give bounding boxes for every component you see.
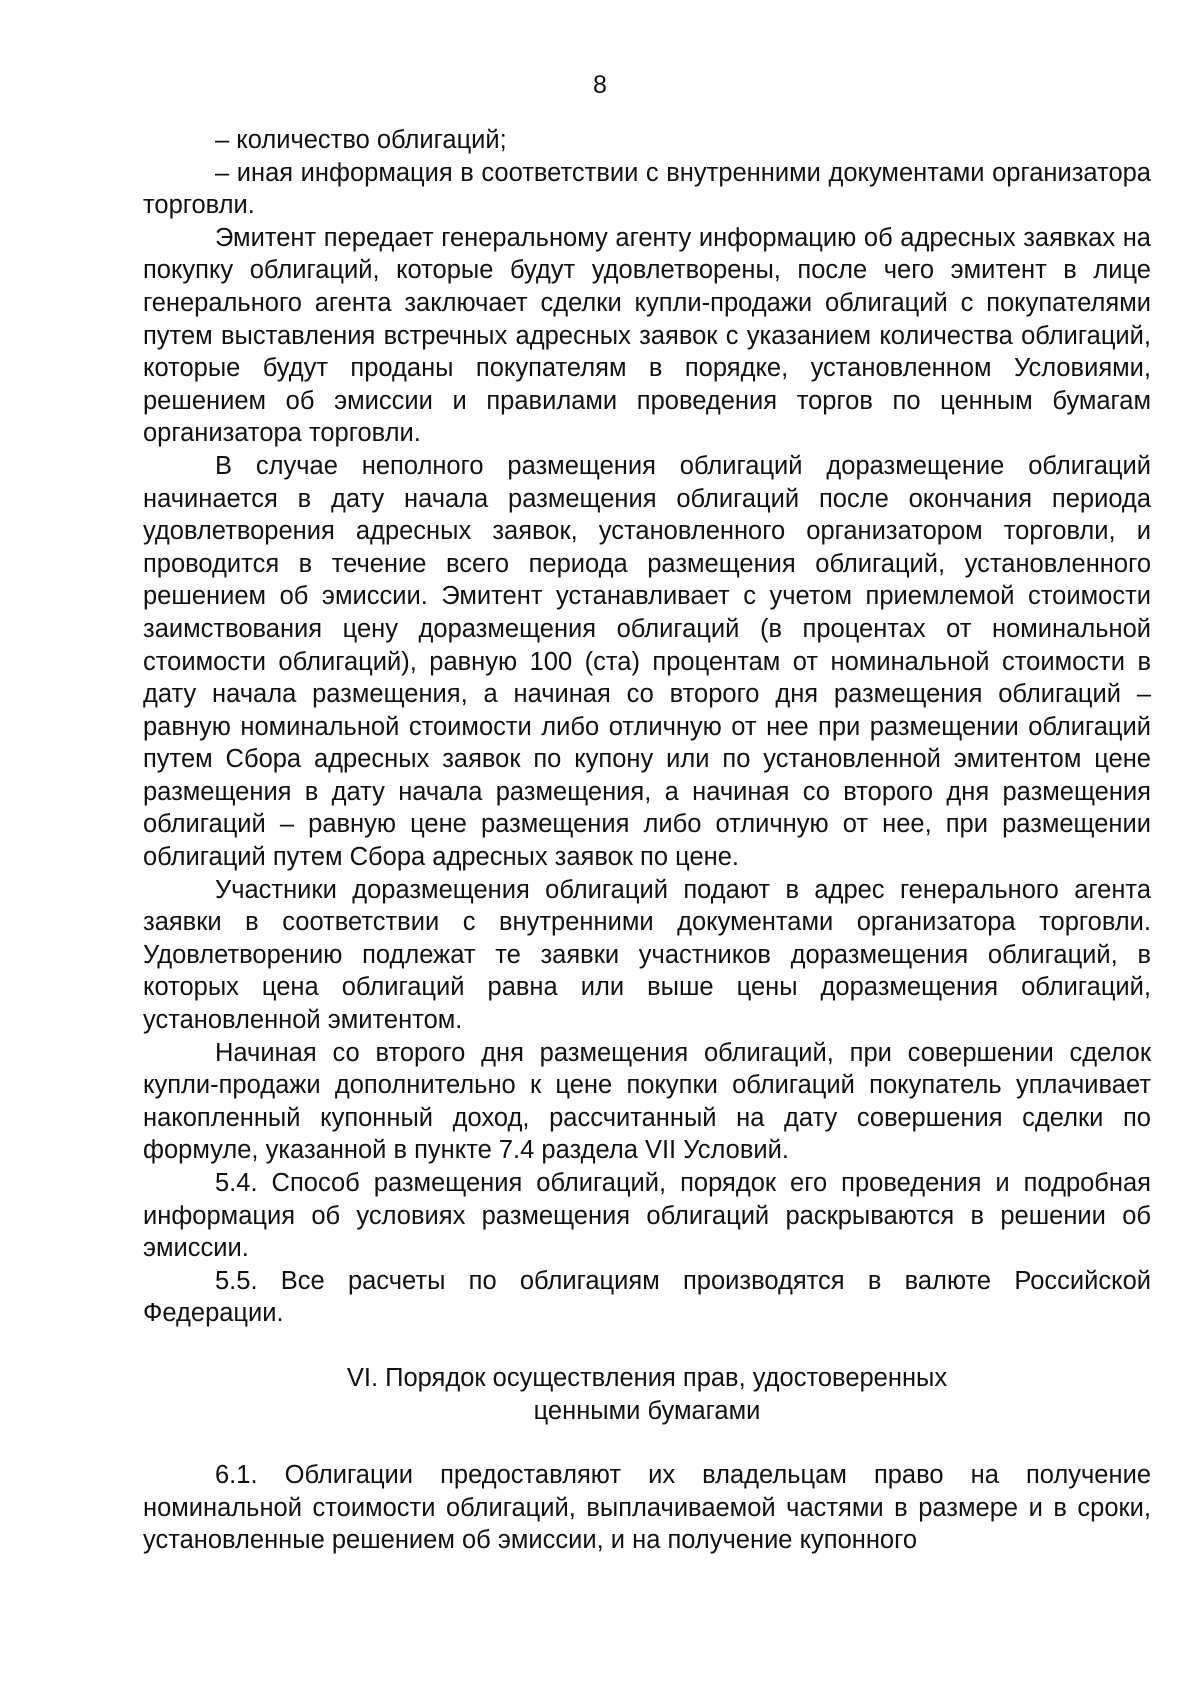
paragraph-partial-placement: В случае неполного размещения облигаций доразмещение облигаций начинается в дату начала размещения облигаций после окончания периода удовлетворения адресных заявок, установленного организатором торговли, и проводится в течение всего периода размещения облигаций, установленного решением об эмиссии. Эмитент устанавливает с учетом приемлемой стоимости заимствования цену доразмещения облигаций (в процентах от номинальной стоимости облигаций), равную 100 (ста) процентам от номинальной стоимости в дату начала размещения, а начиная со второго дня размещения облигаций – равную номинальной стоимости либо отличную от нее при размещении облигаций путем Сбора адресных заявок по купону или по установленной эмитентом цене размещения в дату начала размещения, а начиная со второго дня размещения облигаций – равную цене размещения либо отличную от нее, при размещении облигаций путем Сбора адресных заявок по цене. <box>143 451 1151 872</box>
paragraph-bond-count: – количество облигаций; <box>215 126 507 154</box>
page-number: 8 <box>593 71 607 99</box>
paragraph-issuer-transfers: Эмитент передает генеральному агенту информацию об адресных заявках на покупку облигаций, которые будут удовлетворены, после чего эмитент в лице генерального агента заключает сделки купли-продажи облигаций с покупателями путем выставления встречных адресных заявок с указанием количества облигаций, которые будут проданы покупателям в порядке, установленном Условиями, решением об эмиссии и правилами проведения торгов по ценным бумагам организатора торговли. <box>143 223 1151 448</box>
section-heading <box>143 1362 1151 1427</box>
section-heading-line-2: ценными бумагами <box>533 1396 761 1425</box>
paragraph-other-info: – иная информация в соответствии с внутренними документами организатора торговли. <box>143 158 1151 220</box>
section-heading-line-1: VI. Порядок осуществления прав, удостоверенных <box>346 1363 948 1392</box>
document-body <box>143 124 1151 1557</box>
paragraph-5-5: 5.5. Все расчеты по облигациям производятся в валюте Российской Федерации. <box>143 1266 1151 1328</box>
paragraph-second-day: Начиная со второго дня размещения облигаций, при совершении сделок купли-продажи дополнительно к цене покупки облигаций покупатель уплачивает накопленный купонный доход, рассчитанный на дату совершения сделки по формуле, указанной в пункте 7.4 раздела VII Условий. <box>143 1038 1151 1165</box>
paragraph-6-1: 6.1. Облигации предоставляют их владельцам право на получение номинальной стоимости облигаций, выплачиваемой частями в размере и в сроки, установленные решением об эмиссии, и на получение купонного <box>143 1461 1151 1555</box>
paragraph-5-4: 5.4. Способ размещения облигаций, порядок его проведения и подробная информация об условиях размещения облигаций раскрываются в решении об эмиссии. <box>143 1169 1151 1263</box>
paragraph-participants: Участники доразмещения облигаций подают в адрес генерального агента заявки в соответствии с внутренними документами организатора торговли. Удовлетворению подлежат те заявки участников доразмещения облигаций, в которых цена облигаций равна или выше цены доразмещения облигаций, установленной эмитентом. <box>143 875 1151 1035</box>
